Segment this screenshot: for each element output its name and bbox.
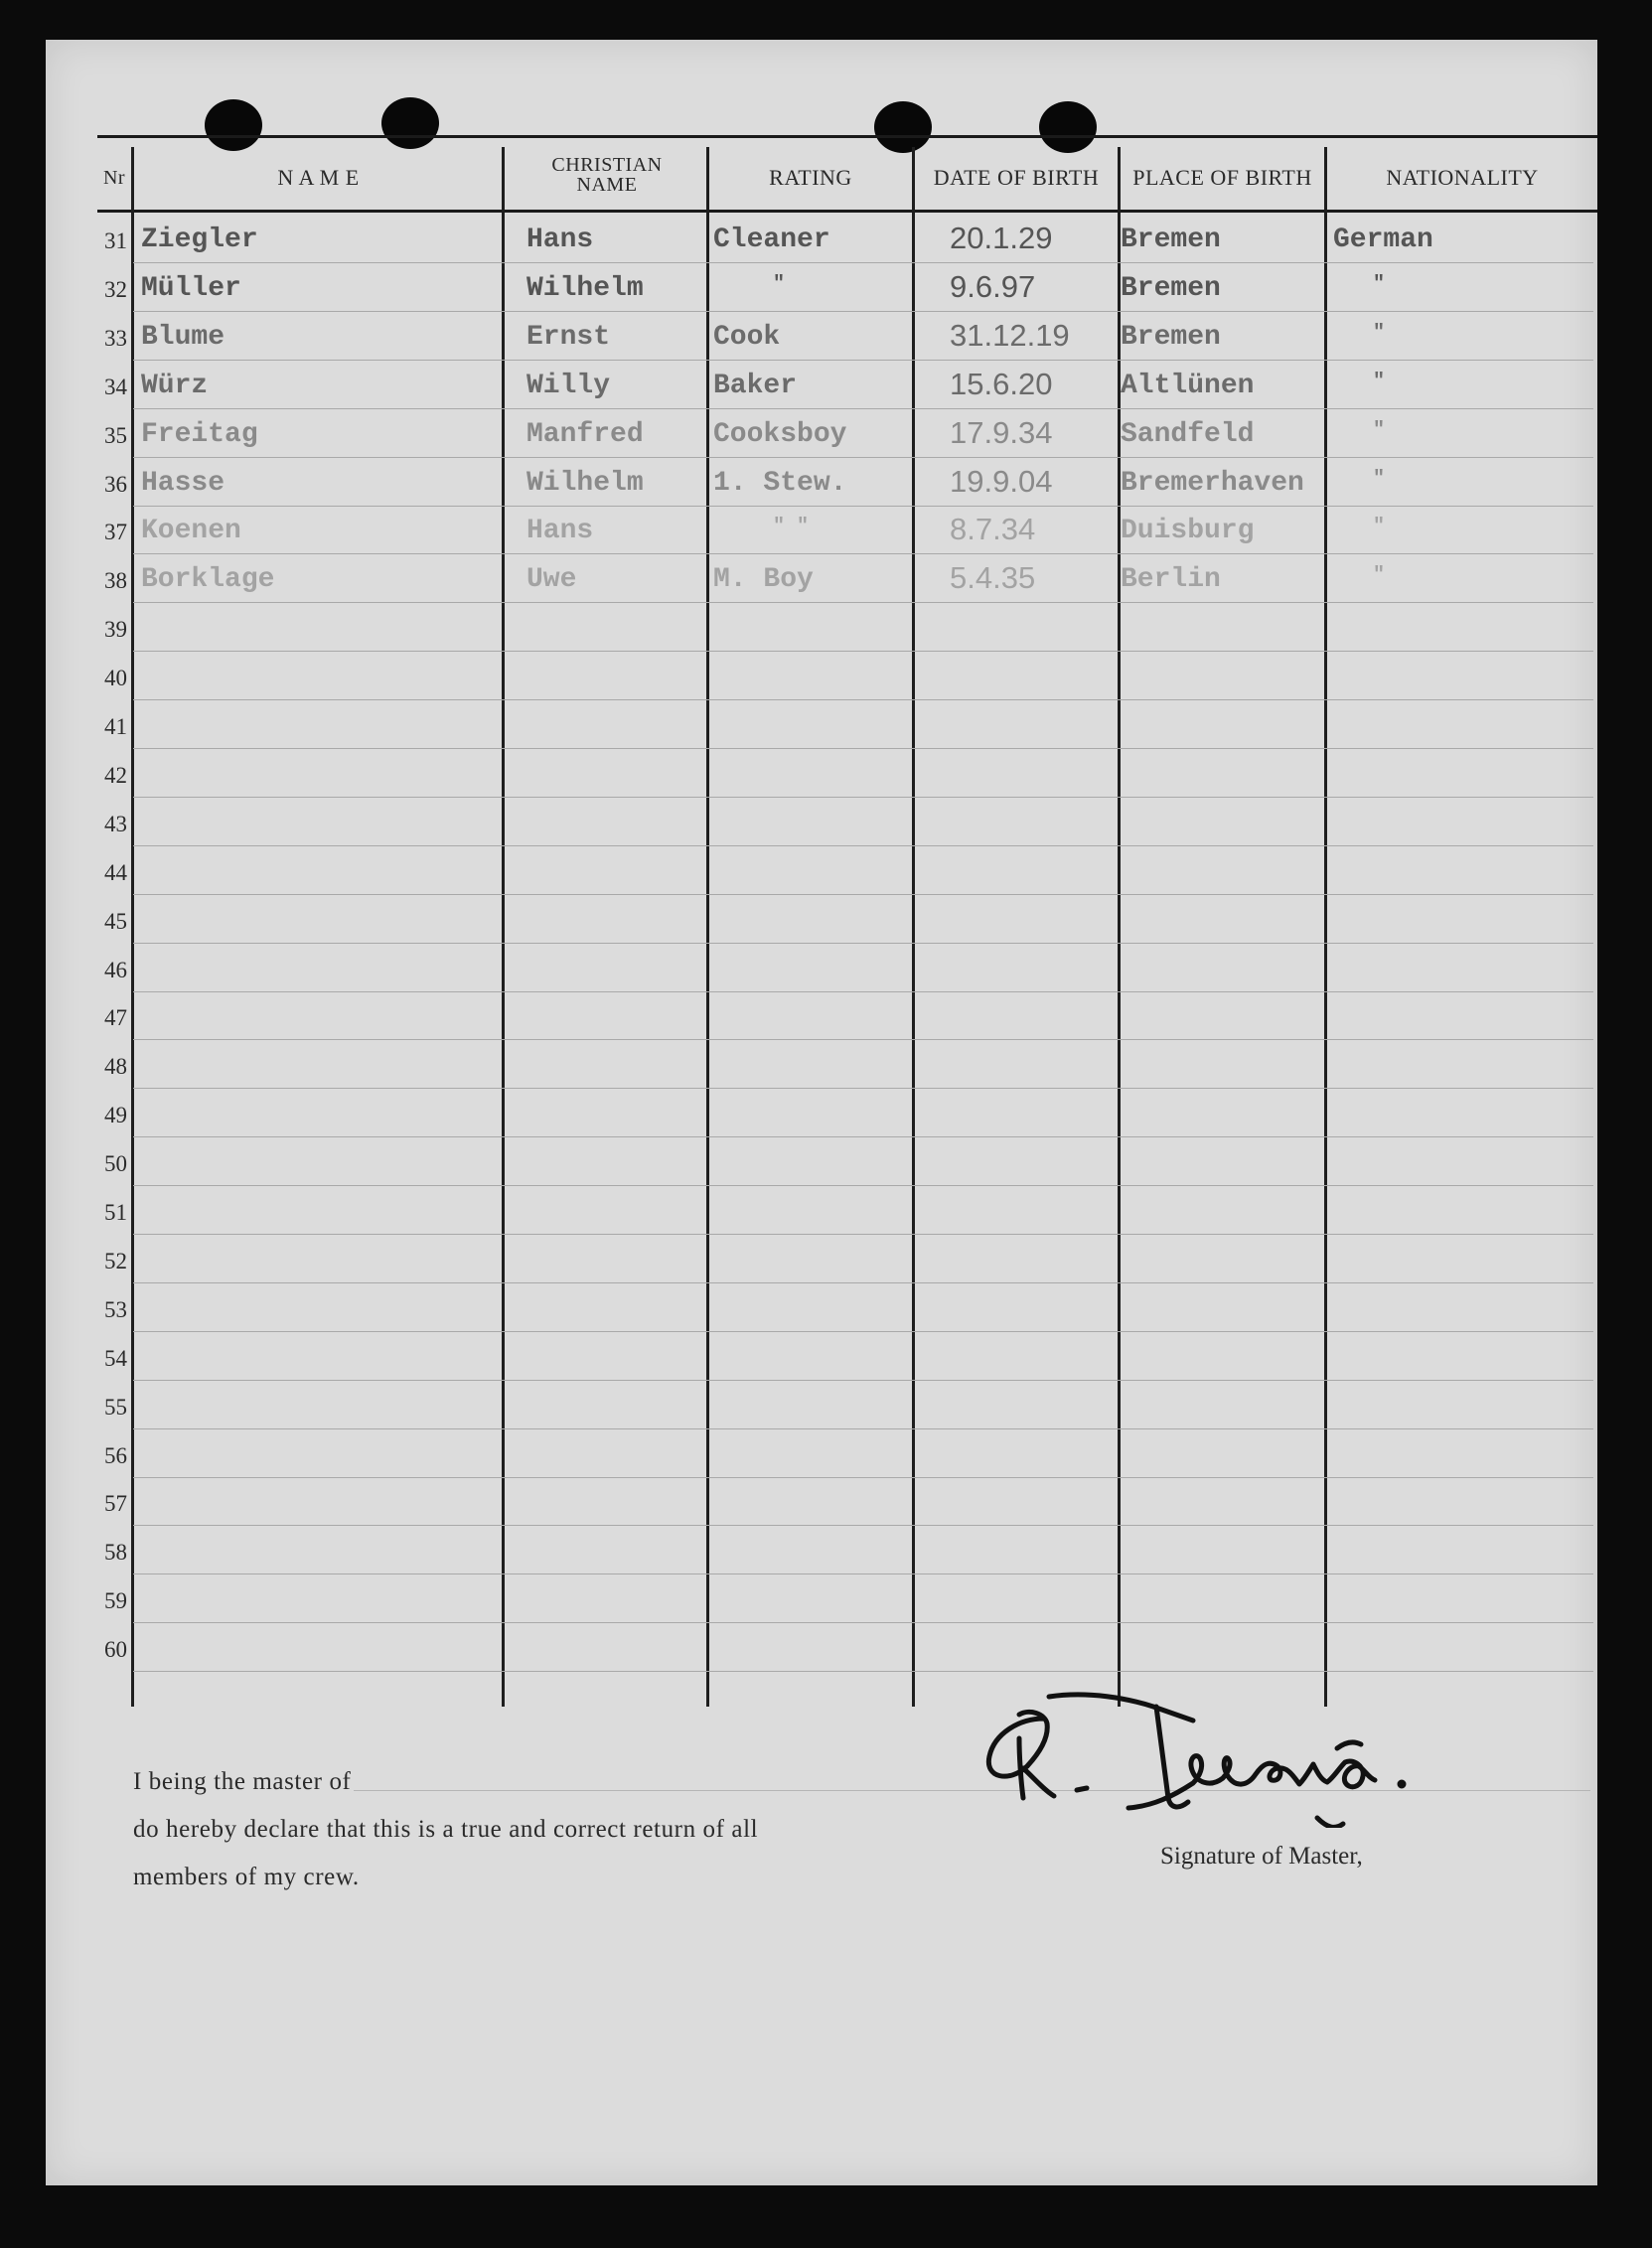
row-rule bbox=[133, 845, 1593, 846]
cell-rating: Cook bbox=[713, 321, 781, 353]
cell-nationality: German bbox=[1333, 225, 1433, 255]
cell-place: Altlünen bbox=[1121, 370, 1255, 401]
row-rule bbox=[133, 1136, 1593, 1137]
row-number: 37 bbox=[104, 520, 127, 545]
cell-place: Berlin bbox=[1121, 564, 1221, 596]
column-divider bbox=[1324, 147, 1327, 1707]
row-rule bbox=[133, 1234, 1593, 1235]
cell-name: Müller bbox=[141, 272, 241, 304]
header-name: N A M E bbox=[277, 165, 360, 190]
cell-nationality: " bbox=[1373, 418, 1386, 442]
cell-christian: Manfred bbox=[526, 418, 644, 450]
row-rule bbox=[133, 457, 1593, 458]
header-nr: Nr bbox=[102, 167, 126, 189]
column-divider bbox=[706, 147, 709, 1707]
cell-christian: Ernst bbox=[526, 321, 611, 353]
row-number: 58 bbox=[104, 1540, 127, 1566]
cell-rating: Cleaner bbox=[713, 225, 830, 255]
row-number: 46 bbox=[104, 957, 127, 982]
cell-dob: 20.1.29 bbox=[950, 221, 1053, 255]
table-top-rule bbox=[97, 135, 1597, 138]
row-number: 54 bbox=[104, 1345, 127, 1371]
row-number: 44 bbox=[104, 859, 127, 885]
cell-dob: 8.7.34 bbox=[950, 512, 1036, 547]
cell-rating: " " bbox=[773, 516, 810, 539]
cell-dob: 15.6.20 bbox=[950, 366, 1053, 401]
row-number: 42 bbox=[104, 762, 127, 788]
punch-hole bbox=[1039, 101, 1097, 153]
row-rule bbox=[133, 1477, 1593, 1478]
cell-rating: Baker bbox=[713, 370, 798, 401]
row-rule bbox=[133, 1671, 1593, 1672]
declaration-line-3: members of my crew. bbox=[133, 1864, 360, 1890]
cell-christian: Hans bbox=[526, 516, 594, 547]
row-rule bbox=[133, 651, 1593, 652]
row-rule bbox=[133, 1428, 1593, 1429]
row-number: 48 bbox=[104, 1054, 127, 1080]
cell-name: Borklage bbox=[141, 564, 275, 596]
row-number: 35 bbox=[104, 422, 127, 448]
header-rating: RATING bbox=[769, 165, 852, 190]
cell-name: Würz bbox=[141, 370, 209, 401]
row-number: 31 bbox=[104, 228, 127, 253]
cell-name: Freitag bbox=[141, 418, 258, 450]
punch-hole bbox=[205, 99, 262, 151]
cell-dob: 31.12.19 bbox=[950, 317, 1070, 353]
row-number: 36 bbox=[104, 471, 127, 497]
cell-nationality: " bbox=[1373, 467, 1386, 491]
row-rule bbox=[133, 1525, 1593, 1526]
row-number: 34 bbox=[104, 374, 127, 399]
row-rule bbox=[133, 553, 1593, 554]
row-number: 55 bbox=[104, 1394, 127, 1420]
row-rule bbox=[133, 262, 1593, 263]
master-signature bbox=[979, 1679, 1536, 1828]
header-place-of-birth: PLACE OF BIRTH bbox=[1132, 165, 1312, 190]
row-rule bbox=[133, 1282, 1593, 1283]
cell-nationality: " bbox=[1373, 516, 1386, 539]
row-rule bbox=[133, 894, 1593, 895]
row-rule bbox=[133, 991, 1593, 992]
cell-name: Hasse bbox=[141, 467, 225, 499]
row-number: 60 bbox=[104, 1637, 127, 1663]
column-divider bbox=[912, 147, 915, 1707]
cell-place: Sandfeld bbox=[1121, 418, 1255, 450]
cell-dob: 17.9.34 bbox=[950, 414, 1053, 450]
cell-name: Ziegler bbox=[141, 225, 258, 255]
cell-place: Bremen bbox=[1121, 321, 1221, 353]
header-christian-name: CHRISTIAN NAME bbox=[551, 154, 663, 196]
row-number: 57 bbox=[104, 1491, 127, 1517]
crew-list-page bbox=[46, 40, 1597, 2185]
column-divider bbox=[502, 147, 505, 1707]
row-number: 32 bbox=[104, 276, 127, 302]
cell-christian: Hans bbox=[526, 225, 594, 255]
row-number: 38 bbox=[104, 568, 127, 594]
cell-christian: Wilhelm bbox=[526, 272, 644, 304]
signature-of-master-label: Signature of Master, bbox=[1160, 1843, 1363, 1870]
cell-dob: 9.6.97 bbox=[950, 268, 1036, 304]
row-number: 39 bbox=[104, 617, 127, 643]
header-bottom-rule bbox=[97, 210, 1597, 213]
row-number: 33 bbox=[104, 325, 127, 351]
row-number: 47 bbox=[104, 1005, 127, 1031]
cell-christian: Willy bbox=[526, 370, 611, 401]
row-rule bbox=[133, 602, 1593, 603]
cell-place: Bremen bbox=[1121, 272, 1221, 304]
cell-rating: " bbox=[773, 272, 786, 296]
row-number: 53 bbox=[104, 1296, 127, 1322]
row-number: 41 bbox=[104, 714, 127, 739]
row-rule bbox=[133, 360, 1593, 361]
row-rule bbox=[133, 311, 1593, 312]
cell-christian: Wilhelm bbox=[526, 467, 644, 499]
punch-hole bbox=[874, 101, 932, 153]
row-number: 43 bbox=[104, 811, 127, 836]
cell-rating: 1. Stew. bbox=[713, 467, 847, 499]
row-number: 40 bbox=[104, 666, 127, 691]
cell-name: Blume bbox=[141, 321, 225, 353]
row-rule bbox=[133, 1185, 1593, 1186]
cell-nationality: " bbox=[1373, 272, 1386, 296]
cell-dob: 19.9.04 bbox=[950, 463, 1053, 499]
row-number: 59 bbox=[104, 1588, 127, 1614]
declaration-line-1: I being the master of bbox=[133, 1768, 352, 1795]
row-number: 49 bbox=[104, 1103, 127, 1128]
cell-dob: 5.4.35 bbox=[950, 560, 1036, 596]
cell-place: Bremen bbox=[1121, 225, 1221, 255]
cell-nationality: " bbox=[1373, 321, 1386, 345]
cell-name: Koenen bbox=[141, 516, 241, 547]
row-rule bbox=[133, 1622, 1593, 1623]
column-divider bbox=[131, 147, 134, 1707]
cell-place: Duisburg bbox=[1121, 516, 1255, 547]
header-nationality: NATIONALITY bbox=[1386, 165, 1539, 190]
row-rule bbox=[133, 1380, 1593, 1381]
row-rule bbox=[133, 408, 1593, 409]
cell-nationality: " bbox=[1373, 370, 1386, 393]
cell-rating: M. Boy bbox=[713, 564, 814, 596]
row-rule bbox=[133, 797, 1593, 798]
row-number: 45 bbox=[104, 908, 127, 934]
row-number: 52 bbox=[104, 1248, 127, 1274]
row-number: 50 bbox=[104, 1151, 127, 1177]
punch-hole bbox=[381, 97, 439, 149]
cell-christian: Uwe bbox=[526, 564, 577, 596]
row-rule bbox=[133, 1331, 1593, 1332]
row-number: 56 bbox=[104, 1442, 127, 1468]
row-rule bbox=[133, 748, 1593, 749]
row-rule bbox=[133, 1088, 1593, 1089]
header-date-of-birth: DATE OF BIRTH bbox=[933, 165, 1100, 190]
row-rule bbox=[133, 943, 1593, 944]
cell-place: Bremerhaven bbox=[1121, 467, 1304, 499]
row-rule bbox=[133, 1039, 1593, 1040]
declaration-line-2: do hereby declare that this is a true and correct return of all bbox=[133, 1816, 759, 1843]
row-rule bbox=[133, 506, 1593, 507]
cell-nationality: " bbox=[1373, 564, 1386, 588]
cell-rating: Cooksboy bbox=[713, 418, 847, 450]
row-rule bbox=[133, 699, 1593, 700]
row-number: 51 bbox=[104, 1200, 127, 1225]
